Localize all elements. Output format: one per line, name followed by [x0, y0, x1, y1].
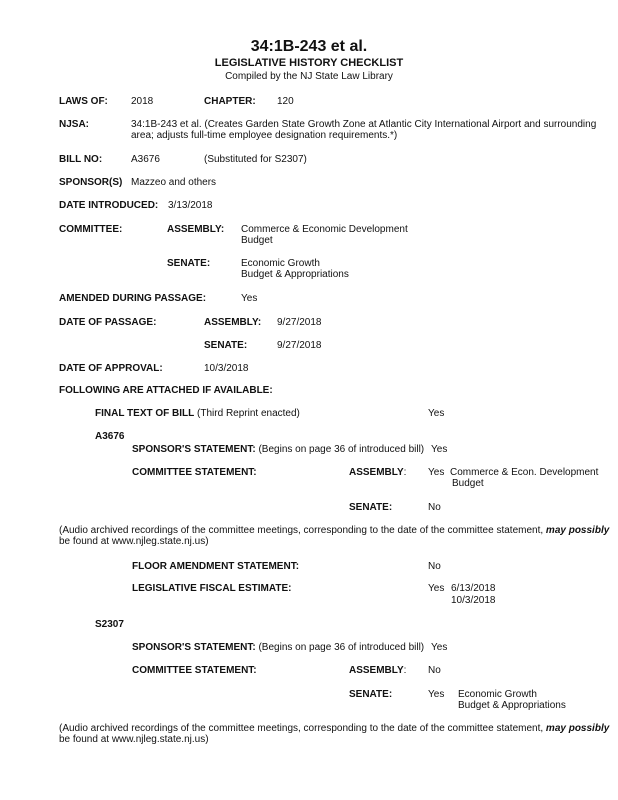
- s2307-audio-note-text: (Audio archived recordings of the committee meetings, corresponding to the date of the committee statement,: [59, 723, 546, 734]
- s2307-sponsor-statement-row: [132, 642, 424, 654]
- passage-assembly-value: 9/27/2018: [277, 317, 322, 328]
- a3676-audio-note-text: (Audio archived recordings of the committee meetings, corresponding to the date of the committee statement,: [59, 525, 546, 536]
- a3676-fiscal-estimate-label: LEGISLATIVE FISCAL ESTIMATE:: [132, 583, 292, 594]
- sponsors-value: Mazzeo and others: [131, 177, 217, 188]
- final-text-row: [95, 408, 300, 420]
- sponsors-label: SPONSOR(S): [59, 177, 123, 188]
- njsa-description-line2: area; adjusts full-time employee designation requirements.*): [131, 130, 398, 141]
- a3676-cs-assembly-value: Yes: [428, 467, 445, 478]
- a3676-sponsor-statement-value: Yes: [431, 444, 448, 455]
- final-text-label: FINAL TEXT OF BILL: [95, 408, 195, 419]
- a3676-heading: A3676: [95, 431, 125, 442]
- s2307-sponsor-statement-label: SPONSOR'S STATEMENT:: [132, 642, 256, 653]
- s2307-audio-note-emphasis: may possibly: [545, 723, 610, 734]
- date-introduced-label: DATE INTRODUCED:: [59, 200, 159, 211]
- laws-of-value: 2018: [131, 96, 154, 107]
- date-introduced-value: 3/13/2018: [168, 200, 213, 211]
- amended-label: AMENDED DURING PASSAGE:: [59, 293, 207, 304]
- s2307-cs-assembly: [349, 665, 406, 677]
- a3676-cs-senate-value: No: [428, 502, 441, 513]
- a3676-sponsor-statement-note: (Begins on page 36 of introduced bill): [258, 444, 425, 455]
- s2307-cs-senate-line2: Budget & Appropriations: [458, 700, 566, 711]
- bill-no-label: BILL NO:: [59, 154, 103, 165]
- committee-senate-line1: Economic Growth: [241, 258, 320, 269]
- s2307-cs-assembly-value: No: [428, 665, 441, 676]
- s2307-cs-senate-label: SENATE:: [349, 689, 393, 700]
- a3676-cs-assembly: [349, 467, 406, 479]
- page-title: 34:1B-243 et al.: [250, 38, 368, 55]
- date-of-approval-label: DATE OF APPROVAL:: [59, 363, 163, 374]
- chapter-label: CHAPTER:: [204, 96, 256, 107]
- compiled-by: Compiled by the NJ State Law Library: [225, 71, 393, 82]
- a3676-floor-amendment-label: FLOOR AMENDMENT STATEMENT:: [132, 561, 300, 572]
- s2307-sponsor-statement-value: Yes: [431, 642, 448, 653]
- committee-senate-line2: Budget & Appropriations: [241, 269, 349, 280]
- a3676-sponsor-statement-row: [132, 444, 424, 456]
- amended-value: Yes: [241, 293, 258, 304]
- a3676-committee-statement-label: COMMITTEE STATEMENT:: [132, 467, 257, 478]
- njsa-description-line1: 34:1B-243 et al. (Creates Garden State Growth Zone at Atlantic City International Airport and surrounding: [131, 119, 597, 130]
- date-of-approval-value: 10/3/2018: [204, 363, 249, 374]
- chapter-value: 120: [277, 96, 294, 107]
- a3676-fiscal-estimate-date2: 10/3/2018: [451, 595, 496, 606]
- a3676-sponsor-statement-label: SPONSOR'S STATEMENT:: [132, 444, 256, 455]
- a3676-audio-note-line2: be found at www.njleg.state.nj.us): [59, 536, 209, 547]
- a3676-cs-assembly-line2: Budget: [452, 478, 484, 489]
- passage-assembly-label: ASSEMBLY:: [204, 317, 262, 328]
- a3676-floor-amendment-value: No: [428, 561, 441, 572]
- committee-assembly-line2: Budget: [241, 235, 273, 246]
- a3676-cs-assembly-colon: :: [403, 467, 407, 478]
- laws-of-label: LAWS OF:: [59, 96, 108, 107]
- njsa-label: NJSA:: [59, 119, 90, 130]
- committee-assembly-line1: Commerce & Economic Development: [241, 224, 408, 235]
- bill-no-value: A3676: [131, 154, 160, 165]
- a3676-cs-senate-label: SENATE:: [349, 502, 393, 513]
- a3676-cs-assembly-label: ASSEMBLY: [349, 467, 404, 478]
- committee-label: COMMITTEE:: [59, 224, 123, 235]
- bill-no-substitution: (Substituted for S2307): [204, 154, 307, 165]
- committee-assembly-label: ASSEMBLY:: [167, 224, 225, 235]
- s2307-heading: S2307: [95, 619, 124, 630]
- s2307-cs-assembly-colon: :: [403, 665, 407, 676]
- s2307-sponsor-statement-note: (Begins on page 36 of introduced bill): [258, 642, 425, 653]
- date-of-passage-label: DATE OF PASSAGE:: [59, 317, 157, 328]
- s2307-committee-statement-label: COMMITTEE STATEMENT:: [132, 665, 257, 676]
- s2307-audio-note-line2: be found at www.njleg.state.nj.us): [59, 734, 209, 745]
- a3676-cs-assembly-line1: Commerce & Econ. Development: [450, 467, 599, 478]
- page-subtitle: LEGISLATIVE HISTORY CHECKLIST: [214, 57, 404, 69]
- a3676-fiscal-estimate-value: Yes: [428, 583, 445, 594]
- s2307-cs-senate-line1: Economic Growth: [458, 689, 537, 700]
- passage-senate-label: SENATE:: [204, 340, 248, 351]
- a3676-audio-note-emphasis: may possibly: [545, 525, 610, 536]
- a3676-fiscal-estimate-date1: 6/13/2018: [451, 583, 496, 594]
- attached-heading: FOLLOWING ARE ATTACHED IF AVAILABLE:: [59, 385, 273, 396]
- committee-senate-label: SENATE:: [167, 258, 211, 269]
- final-text-note: (Third Reprint enacted): [197, 408, 300, 419]
- final-text-value: Yes: [428, 408, 445, 419]
- s2307-cs-assembly-label: ASSEMBLY: [349, 665, 404, 676]
- passage-senate-value: 9/27/2018: [277, 340, 322, 351]
- s2307-cs-senate-value: Yes: [428, 689, 445, 700]
